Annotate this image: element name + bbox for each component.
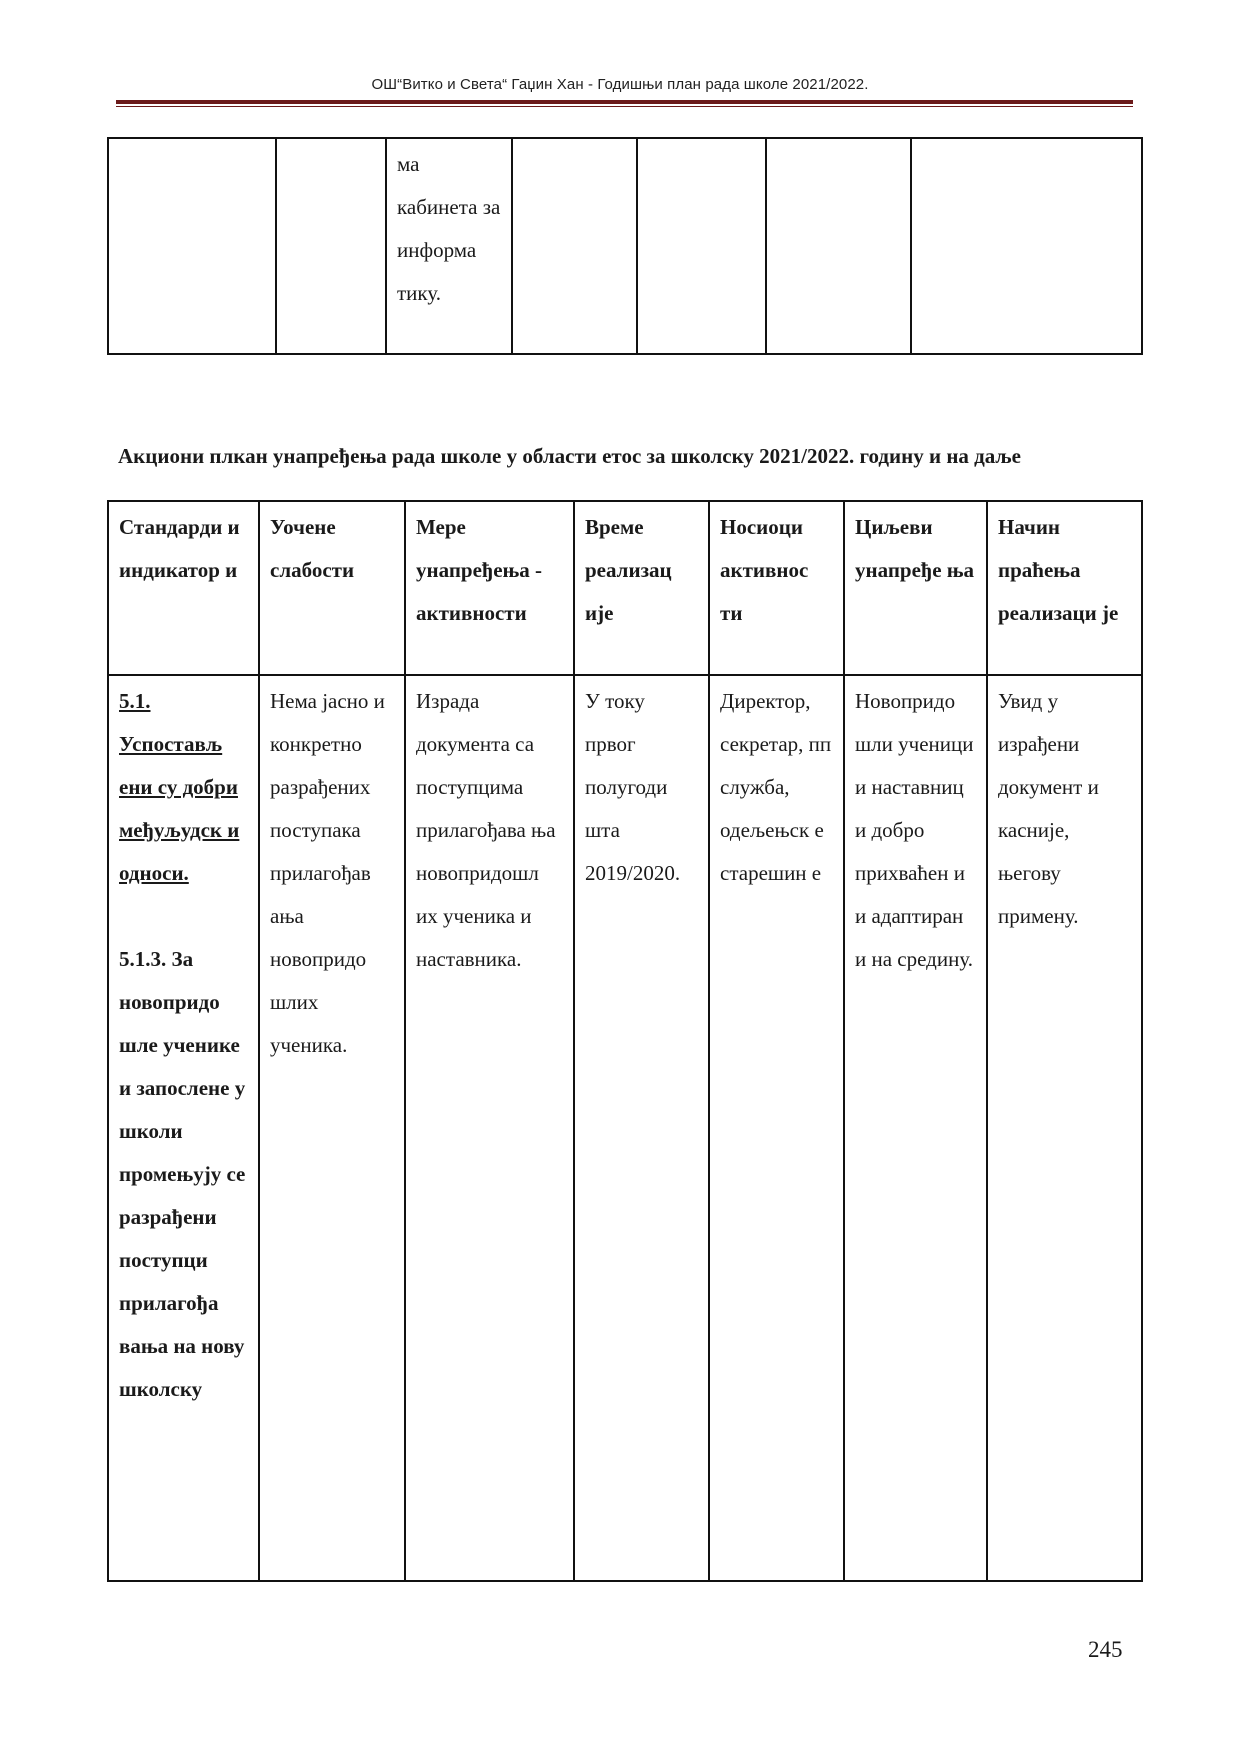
continued-table [107,137,1143,355]
table-row [108,138,1142,354]
table-cell: ма кабинета за информа тику. [386,138,512,354]
table-header-row [108,501,1142,675]
action-plan-table [107,500,1143,1582]
standard-title: 5.1. Успостављ ени су добри међуљудск и односи. [119,689,240,885]
table-cell [512,138,637,354]
table-row [108,675,1142,1581]
header-standards: Стандарди и индикатор и [108,501,259,675]
cell-time: У току првог полугоди шта 2019/2020. [574,675,709,1581]
table-cell [276,138,386,354]
table-cell [911,138,1142,354]
header-weaknesses: Уочене слабости [259,501,405,675]
cell-holders: Директор, секретар, пп служба, одељењск е старешин е [709,675,844,1581]
cell-measures: Израда документа са поступцима прилагођава ња новопридошл их ученика и наставника. [405,675,574,1581]
header-measures: Мере унапређења - активности [405,501,574,675]
cell-monitoring: Увид у израђени документ и касније, његову примену. [987,675,1142,1581]
table-cell [766,138,911,354]
header-goals: Циљеви унапређе ња [844,501,987,675]
header-rule [116,100,1133,104]
table-cell [108,138,276,354]
running-header: ОШ“Витко и Света“ Гаџин Хан - Годишњи план рада школе 2021/2022. [371,76,869,93]
cell-standard [108,675,259,1581]
header-holders: Носиоци активнос ти [709,501,844,675]
header-rule-thin [116,106,1133,107]
section-title: Акциони плкан унапређења рада школе у области етос за школску 2021/2022. годину и на даље [118,444,1021,468]
header-time: Време реализац ије [574,501,709,675]
header-monitoring: Начин праћења реализаци је [987,501,1142,675]
cell-weaknesses: Нема јасно и конкретно разрађених поступака прилагођав ања новопридо шлих ученика. [259,675,405,1581]
table-cell [637,138,766,354]
page-number: 245 [1088,1637,1123,1662]
standard-indicator: 5.1.3. За новопридо шле ученике и запослене у школи промењују се разрађени поступци прилагођа вања на нову школску [119,947,246,1401]
cell-goals: Новопридо шли ученици и наставниц и добро прихваћен и и адаптиран и на средину. [844,675,987,1581]
